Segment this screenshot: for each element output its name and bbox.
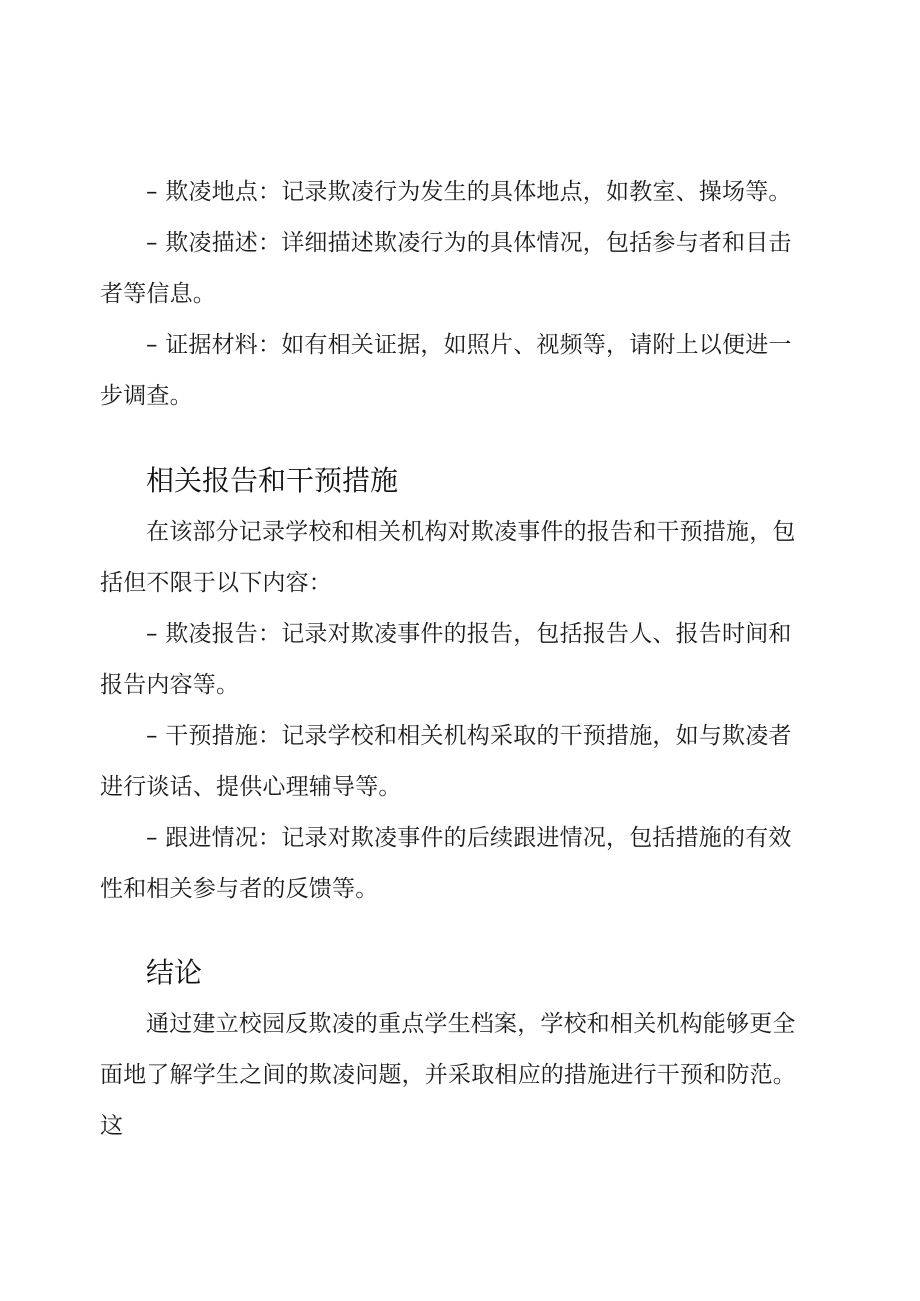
list-item-evidence: – 证据材料：如有相关证据，如照片、视频等，请附上以便进一步调查。 (100, 332, 792, 409)
list-item-follow-up: – 跟进情况：记录对欺凌事件的后续跟进情况，包括措施的有效性和相关参与者的反馈等。 (100, 825, 792, 902)
section-heading-conclusion: 结论 (146, 956, 203, 989)
list-item-intervention: – 干预措施：记录学校和相关机构采取的干预措施，如与欺凌者进行谈话、提供心理辅导等。 (100, 723, 792, 800)
list-item-bullying-location: – 欺凌地点：记录欺凌行为发生的具体地点，如教室、操场等。 (146, 179, 792, 205)
list-item-bullying-report: – 欺凌报告：记录对欺凌事件的报告，包括报告人、报告时间和报告内容等。 (100, 621, 792, 698)
list-item-bullying-description: – 欺凌描述：详细描述欺凌行为的具体情况，包括参与者和目击者等信息。 (100, 230, 792, 307)
conclusion-paragraph: 通过建立校园反欺凌的重点学生档案，学校和相关机构能够更全面地了解学生之间的欺凌问题，并采取相应的措施进行干预和防范。这 (100, 1011, 796, 1139)
section-heading-reports: 相关报告和干预措施 (146, 464, 399, 497)
reports-intro-paragraph: 在该部分记录学校和相关机构对欺凌事件的报告和干预措施，包括但不限于以下内容： (100, 519, 796, 596)
